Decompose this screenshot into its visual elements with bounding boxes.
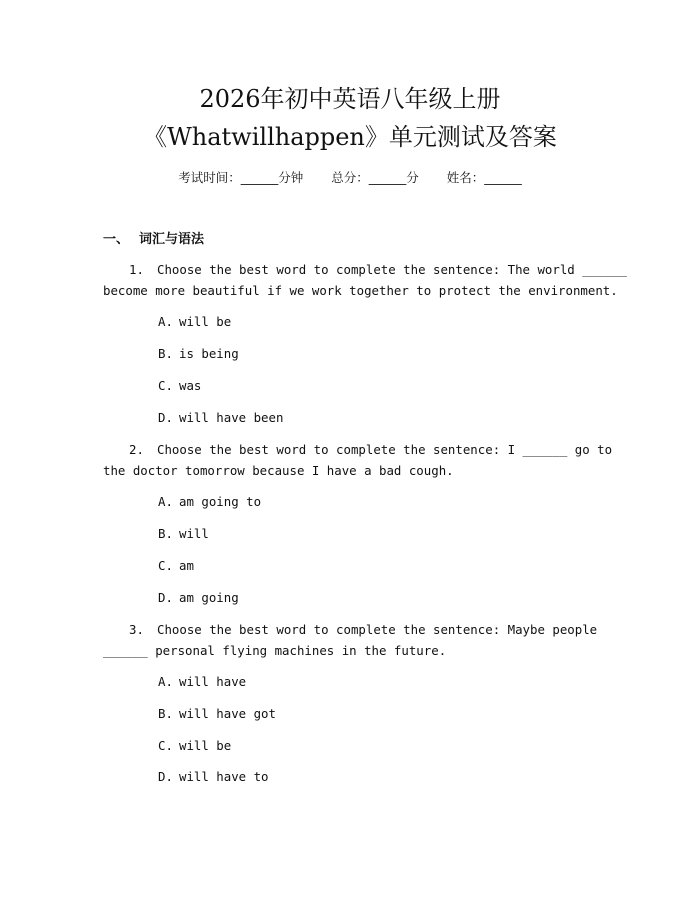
option-3c[interactable] [158, 736, 231, 756]
option-letter: A. [158, 314, 173, 329]
option-letter: A. [158, 674, 173, 689]
option-letter: D. [158, 769, 173, 784]
option-text: is being [179, 346, 239, 361]
section-number: 一、 [103, 232, 130, 247]
option-3d[interactable] [158, 767, 269, 787]
option-letter: B. [158, 526, 173, 541]
option-2b[interactable] [158, 524, 209, 544]
section-heading [103, 230, 204, 250]
option-text: was [179, 378, 202, 393]
page-title-line2: 《Whatwillhappen》单元测试及答案 [143, 123, 557, 151]
question-2 [103, 439, 613, 481]
section-title: 词汇与语法 [139, 232, 205, 247]
option-letter: C. [158, 738, 173, 753]
total-score-label: 总分：______分 [331, 170, 419, 185]
question-text-line1 [103, 619, 598, 640]
option-text: will have been [179, 410, 284, 425]
question-stem: Choose the best word to complete the sentence: Maybe people [157, 622, 598, 637]
option-2a[interactable] [158, 492, 261, 512]
question-text-line1 [103, 439, 613, 460]
option-letter: B. [158, 706, 173, 721]
option-1c[interactable] [158, 376, 201, 396]
option-3b[interactable] [158, 704, 276, 724]
question-number: 2. [129, 442, 144, 457]
option-text: am going [179, 590, 239, 605]
option-letter: C. [158, 558, 173, 573]
question-text-line2: become more beautiful if we work together to protect the environment. [103, 283, 618, 298]
question-text-line2: ______ personal flying machines in the future. [103, 643, 447, 658]
question-number: 3. [129, 622, 144, 637]
option-2d[interactable] [158, 588, 239, 608]
option-letter: A. [158, 494, 173, 509]
question-text-line2: the doctor tomorrow because I have a bad cough. [103, 463, 454, 478]
exam-meta [0, 168, 700, 188]
option-text: will have [179, 674, 247, 689]
option-text: will be [179, 314, 232, 329]
question-number: 1. [129, 262, 144, 277]
question-text-line1 [103, 259, 627, 280]
option-3a[interactable] [158, 672, 246, 692]
option-text: will [179, 526, 209, 541]
question-1 [103, 259, 627, 301]
exam-time-label: 考试时间：______分钟 [178, 170, 304, 185]
option-text: am going to [179, 494, 262, 509]
option-text: will have to [179, 769, 269, 784]
option-text: will be [179, 738, 232, 753]
question-3 [103, 619, 598, 661]
option-2c[interactable] [158, 556, 194, 576]
question-stem: Choose the best word to complete the sentence: The world ______ [157, 262, 627, 277]
student-name-label: 姓名：______ [446, 170, 522, 185]
option-letter: B. [158, 346, 173, 361]
option-1b[interactable] [158, 344, 239, 364]
option-text: am [179, 558, 194, 573]
option-text: will have got [179, 706, 276, 721]
option-letter: D. [158, 590, 173, 605]
option-letter: D. [158, 410, 173, 425]
question-stem: Choose the best word to complete the sentence: I ______ go to [157, 442, 613, 457]
option-letter: C. [158, 378, 173, 393]
option-1d[interactable] [158, 408, 283, 428]
page-title-line1: 2026年初中英语八年级上册 [199, 85, 501, 113]
option-1a[interactable] [158, 312, 231, 332]
